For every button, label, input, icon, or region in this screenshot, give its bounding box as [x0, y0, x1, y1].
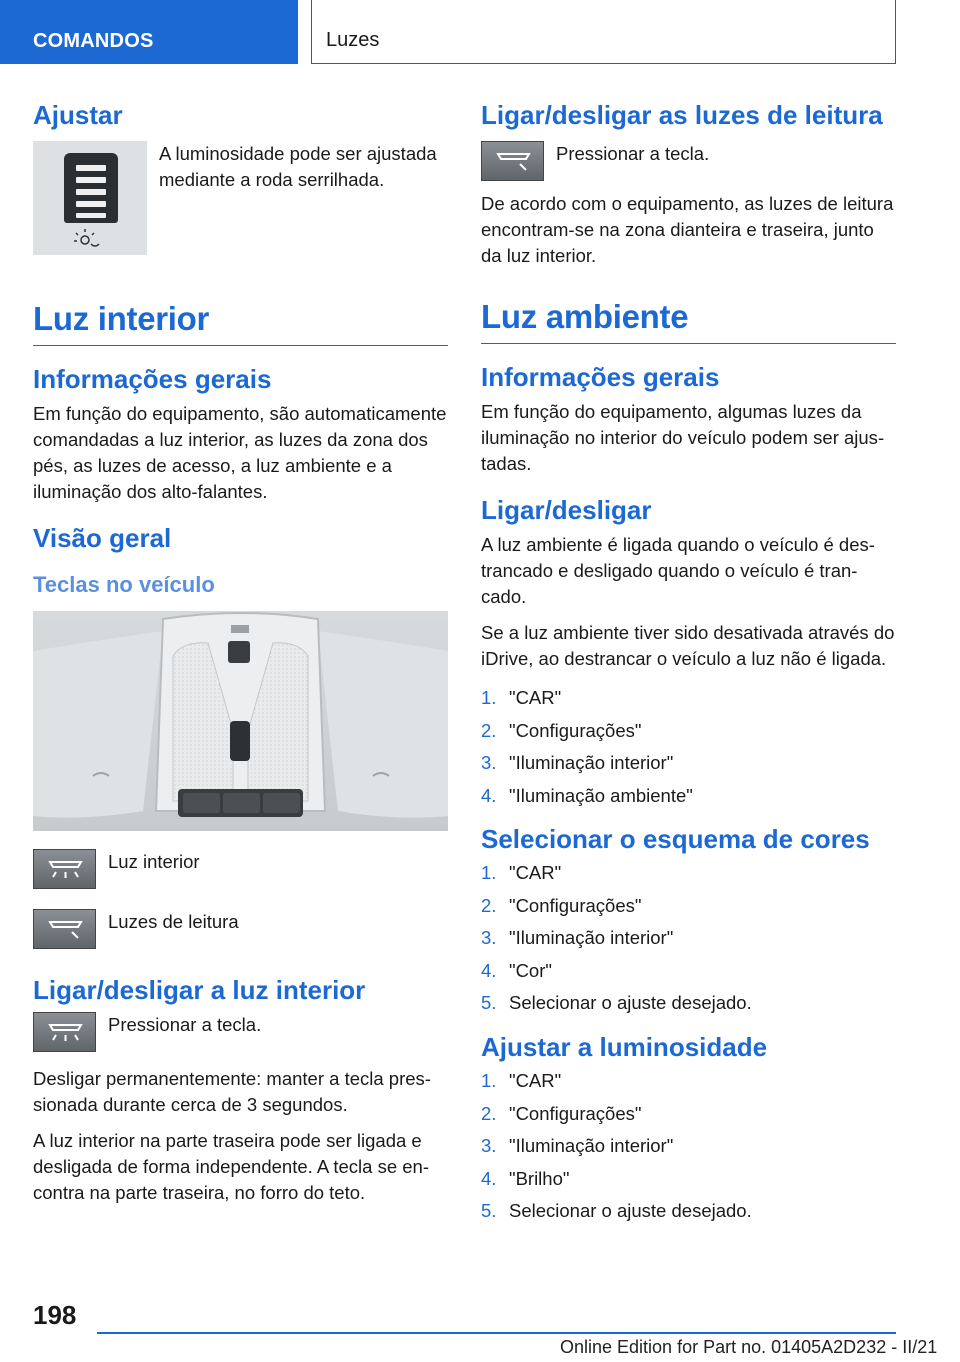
ambiente-ligar-p2: Se a luz ambiente tiver sido desativada através do iDrive, ao destrancar o veículo a luz não é ligada. — [481, 622, 895, 670]
ambiente-info-heading: Informações gerais — [481, 361, 720, 392]
leitura-heading: Ligar/desligar as luzes de leitura — [481, 100, 883, 130]
list-item: 1. "CAR" — [481, 862, 562, 884]
legend-reading — [33, 909, 448, 949]
ajustar-block — [33, 141, 448, 255]
list-item: 5. Selecionar o ajuste desejado. — [481, 992, 752, 1014]
ambiente-info-text: Em função do equipamento, algumas luzes da iluminação no interior do veículo podem ser ajustadas. — [481, 400, 885, 474]
left-column — [33, 100, 448, 1216]
list-item: 3. "Iluminação interior" — [481, 752, 674, 774]
reading-light-icon — [33, 909, 96, 949]
list-item: 2. "Configurações" — [481, 894, 642, 916]
ambiente-ligar-heading: Ligar/desligar — [481, 494, 652, 525]
section-tab — [0, 0, 298, 64]
ligar-interior-p1: Desligar permanentemente: manter a tecla pressionada durante cerca de 3 segundos. — [33, 1067, 431, 1115]
legend-reading-label: Luzes de leitura — [108, 910, 239, 932]
edition-text: Online Edition for Part no. 01405A2D232 - II/21 — [560, 1337, 938, 1357]
footer-divider — [97, 1332, 896, 1334]
list-item: 1. "CAR" — [481, 687, 562, 709]
leitura-key — [481, 141, 896, 181]
teclas-heading: Teclas no veículo — [33, 572, 215, 598]
luz-ambiente-heading: Luz ambiente — [481, 297, 896, 344]
ligar-interior-key — [33, 1012, 448, 1052]
list-item: 3. "Iluminação interior" — [481, 927, 674, 949]
right-column — [481, 100, 896, 1238]
legend-interior-label: Luz interior — [108, 850, 200, 872]
thumbwheel-image — [33, 141, 147, 255]
luz-interior-heading: Luz interior — [33, 299, 448, 346]
list-item: 3. "Iluminação interior" — [481, 1135, 674, 1157]
reading-light-icon — [481, 141, 544, 181]
info-gerais-text: Em função do equipamento, são automaticamente comandadas a luz interior, as luzes da zona dos pés, as luzes de acesso, a luz ambiente e a iluminação dos alto-falantes. — [33, 402, 447, 502]
section-title: COMANDOS — [33, 30, 154, 52]
leitura-key-text: Pressionar a tecla. — [556, 143, 710, 165]
ajustar-text: A luminosidade pode ser ajustada mediante a roda serrilhada. — [159, 143, 437, 191]
chapter-title: Luzes — [326, 29, 380, 51]
cores-heading: Selecionar o esquema de cores — [481, 824, 870, 855]
ajustar-heading: Ajustar — [33, 100, 123, 130]
brightness-icon — [33, 141, 147, 255]
list-item: 4. "Brilho" — [481, 1167, 570, 1189]
legend-interior — [33, 849, 448, 889]
roof-console-image — [33, 611, 448, 831]
ligar-interior-key-text: Pressionar a tecla. — [108, 1013, 262, 1035]
luminosidade-heading: Ajustar a luminosidade — [481, 1031, 768, 1062]
visao-geral-heading: Visão geral — [33, 522, 172, 553]
list-item: 1. "CAR" — [481, 1070, 562, 1092]
interior-light-icon — [33, 849, 96, 889]
cores-steps — [481, 857, 896, 1020]
ligar-interior-p2: A luz interior na parte traseira pode ser ligada e desligada de forma independente. A tecla se encontra na parte traseira, no forro do teto. — [33, 1129, 429, 1203]
list-item: 4. "Iluminação ambiente" — [481, 784, 693, 806]
ligar-interior-heading: Ligar/desligar a luz interior — [33, 974, 366, 1005]
ambiente-ligar-p1: A luz ambiente é ligada quando o veículo é destrancado e desligado quando o veículo é trancado. — [481, 534, 875, 608]
chapter-box — [311, 0, 896, 64]
list-item: 4. "Cor" — [481, 959, 552, 981]
interior-light-icon — [33, 1012, 96, 1052]
list-item: 5. Selecionar o ajuste desejado. — [481, 1200, 752, 1222]
list-item: 2. "Configurações" — [481, 1102, 642, 1124]
ambiente-steps — [481, 682, 896, 812]
leitura-text: De acordo com o equipamento, as luzes de leitura encontram-se na zona dianteira e traseira, junto da luz interior. — [481, 193, 894, 267]
luminosidade-steps — [481, 1065, 896, 1228]
info-gerais-heading: Informações gerais — [33, 363, 272, 394]
page-number: 198 — [33, 1300, 77, 1330]
list-item: 2. "Configurações" — [481, 719, 642, 741]
